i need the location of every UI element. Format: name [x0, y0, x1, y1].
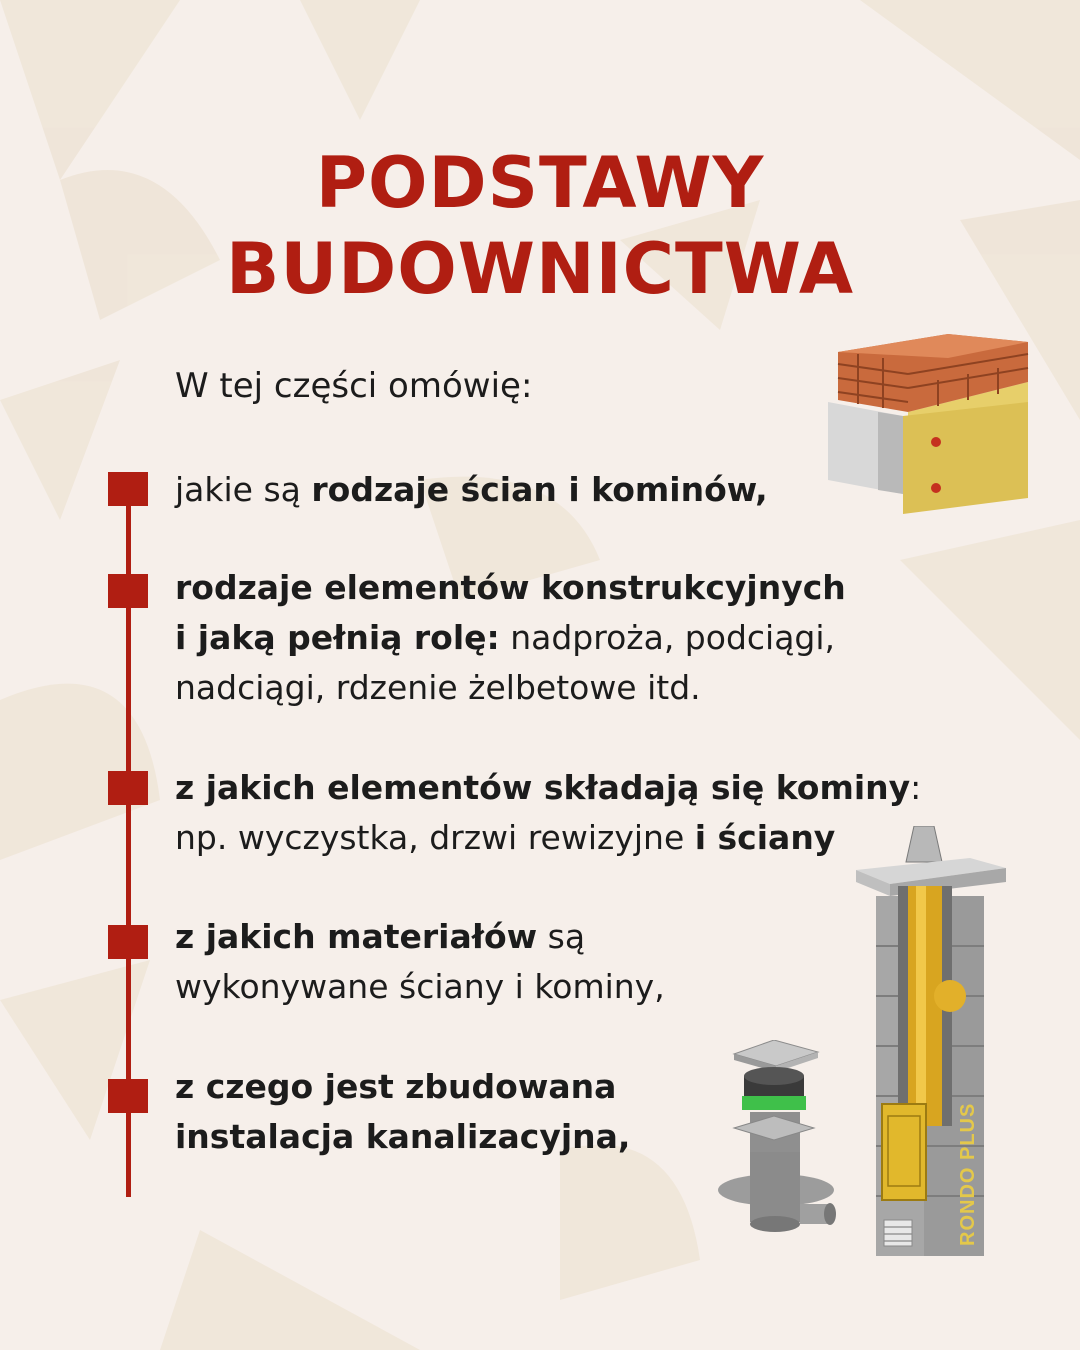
timeline-marker — [108, 925, 148, 959]
item-text: są — [537, 917, 586, 956]
list-item — [175, 563, 975, 713]
chimney-label: RONDO PLUS — [957, 1102, 979, 1246]
timeline-marker — [108, 472, 148, 506]
intro-text: W tej części omówię: — [175, 366, 533, 406]
item-bold-text: z jakich materiałów — [175, 917, 538, 956]
item-text: np. wyczystka, drzwi rewizyjne — [175, 818, 695, 857]
item-bold-text: rodzaje elementów konstrukcyjnych — [175, 568, 846, 607]
chimney-illustration — [850, 826, 1010, 1266]
item-bold-text: i jaką pełnią rolę: — [175, 618, 500, 657]
floor-drain-illustration — [714, 1040, 838, 1240]
item-text: nadciągi, rdzenie żelbetowe itd. — [175, 668, 701, 707]
timeline-marker — [108, 1079, 148, 1113]
item-bold-text: i ściany — [694, 818, 836, 857]
item-text: wykonywane ściany i kominy, — [175, 967, 665, 1006]
item-text: nadproża, podciągi, — [499, 618, 836, 657]
item-text: jakie są — [175, 470, 312, 509]
wall-corner-illustration — [828, 322, 1038, 518]
item-bold-text: instalacja kanalizacyjna, — [175, 1117, 631, 1156]
timeline-marker — [108, 771, 148, 805]
item-bold-text: z jakich elementów składają się kominy — [175, 768, 911, 807]
page-title — [0, 140, 1080, 312]
title-line-1: PODSTAWY — [315, 142, 765, 224]
title-line-2: BUDOWNICTWA — [225, 228, 854, 310]
timeline-marker — [108, 574, 148, 608]
item-bold-text: z czego jest zbudowana — [175, 1067, 617, 1106]
item-bold-text: rodzaje ścian i kominów, — [311, 470, 768, 509]
item-text: : — [910, 768, 922, 807]
